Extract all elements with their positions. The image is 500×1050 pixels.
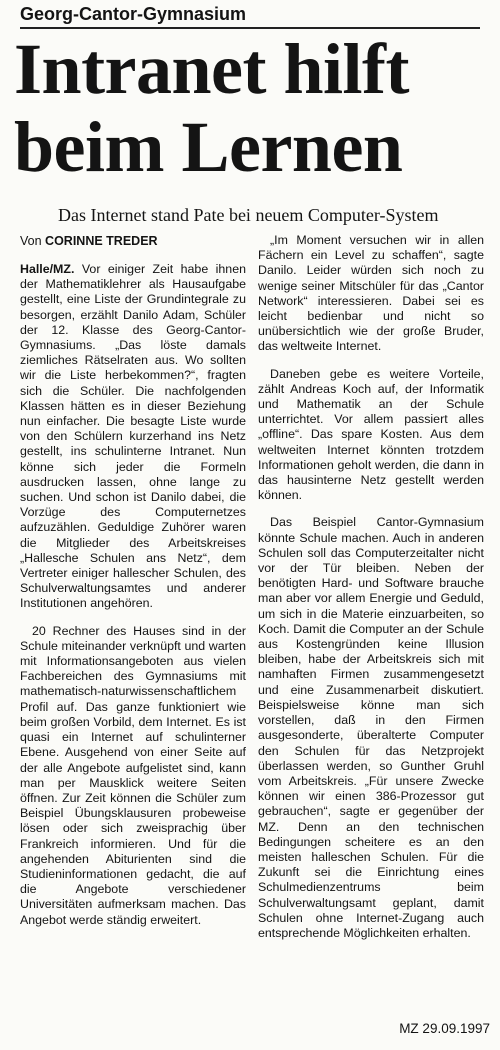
dateline: Halle/MZ.: [20, 262, 75, 276]
article-column-left: [20, 262, 246, 928]
subheadline: Das Internet stand Pate bei neuem Computer-System: [58, 205, 439, 225]
article-paragraph: 20 Rechner des Hauses sind in der Schule miteinander verknüpft und warten mit Informationsangeboten aus vielen Fachbereichen des Gymnasiums mit mathematisch-naturwissenschaftlichem Profil auf. Das ganze funktioniert wie beim großen Vorbild, dem Internet. Es ist quasi ein Internet auf schulinterner Ebene. Ausgehend von einer Seite auf der alle Angebote aufgelistet sind, kann man per Mausklick weitere Seiten öffnen. Zur Zeit können die Schüler zum Beispiel Übungsklausuren probeweise lösen oder sich zweisprachig über Frankreich informieren. Und für die angehenden Abiturienten sind die Studieninformationen gedacht, die auf die Angebote verschiedener Universitäten aufmerksam machen. Das Angebot werde ständig erweitert.: [20, 623, 246, 927]
headline-line-1: Intranet hilft: [14, 29, 409, 109]
byline-author: CORINNE TREDER: [45, 234, 158, 248]
source-citation: MZ 29.09.1997: [399, 1021, 490, 1036]
kicker: Georg-Cantor-Gymnasium: [20, 2, 480, 29]
byline-prefix: Von: [20, 234, 42, 248]
article-paragraph: „Im Moment versuchen wir in allen Fächern ein Level zu schaffen“, sagte Danilo. Leider würden sich noch zu wenige seiner Mitschüler für das „Cantor Network“ interessieren. Dabei sei es leicht bedienbar und nicht so unübersichtlich wie der große Bruder, das weltweite Internet.: [258, 233, 484, 354]
headline: [14, 30, 494, 186]
headline-line-2: beim Lernen: [14, 107, 403, 187]
byline: [20, 233, 250, 249]
article-paragraph: Daneben gebe es weitere Vorteile, zählt Andreas Koch auf, der Informatik und Mathematik an der Schule unterrichtet. Vor allem passiert alles „offline“. Das spare Kosten. Aus dem weltweiten Internet könnten trotzdem Informationen geholt werden, die dann in das hausinterne Netz gestellt werden können.: [258, 366, 484, 503]
article-paragraph: Das Beispiel Cantor-Gymnasium könnte Schule machen. Auch in anderen Schulen soll das Computerzeitalter nicht vor der Tür bleiben. Neben der benötigten Hard- und Software brauche man aber vor allem Energie und Geduld, um sich in die Materie einzuarbeiten, so Koch. Damit die Computer an der Schule aus Kostengründen keine Illusion bleiben, habe der Arbeitskreis sich mit namhaften Firmen zusammengesetzt und eine Zusammenarbeit diskutiert. Beispielsweise könne man sich vorstellen, daß in den Firmen ausgesonderte, überalterte Computer den Schulen für das Netzprojekt überlassen werden, so Gunther Gruhl vom Arbeitskreis. „Für unsere Zwecke können wir einen 386-Prozessor gut gebrauchen“, sagte er gegenüber der MZ. Denn an den technischen Bedingungen scheitere es an den meisten halleschen Schulen. Für die Zukunft sei die Einrichtung eines Schulmedienzentrums beim Schulverwaltungsamt geplant, damit Schulen ohne Internet-Zugang auch entsprechende Möglichkeiten erhalten.: [258, 515, 484, 940]
paragraph-text: Vor einiger Zeit habe ihnen der Mathematiklehrer als Hausaufgabe gestellt, eine Liste der Grundintegrale zu besorgen, erzählt Danilo Adam, Schüler der 12. Klasse des Georg-Cantor-Gymnasiums. „Das löste damals ziemliches Rätselraten aus. Wo sollten wir die Liste herbekommen?“, fragten sich die Schüler. Die nachfolgenden Klassen hätten es in dieser Beziehung nun einfacher. Die besagte Liste wurde von den Schülern kurzerhand ins Netz gestellt, ins schulinterne Intranet. Nun könne sich jeder die Formeln ausdrucken lassen, ohne lange zu suchen. Und schon ist Danilo dabei, die Vorzüge des Computernetzes aufzuzählen. Geduldige Zuhörer waren die Mitglieder des Arbeitskreises „Hallesche Schulen ans Netz“, dem Vertreter einiger hallescher Schulen, des Schulverwaltungsamtes und anderer Institutionen angehören.: [20, 262, 246, 611]
article-column-right: [258, 233, 484, 941]
article-paragraph: [20, 262, 246, 612]
